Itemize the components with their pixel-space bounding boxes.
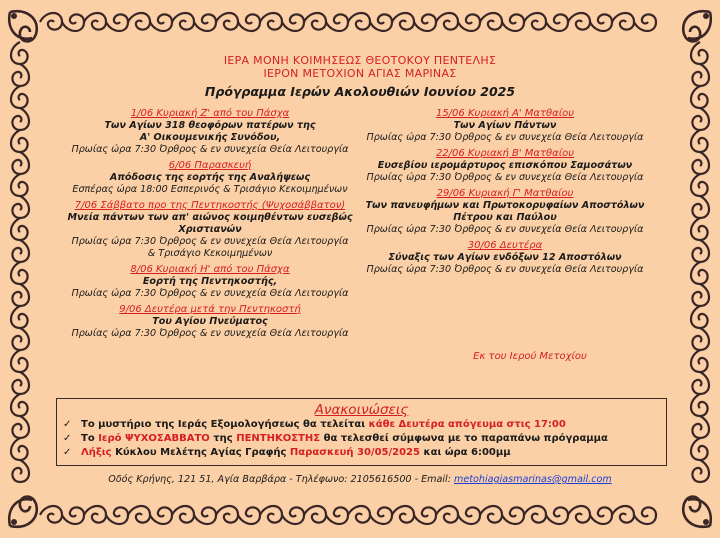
entry-date: 30/06 Δευτέρα [467,240,543,251]
entry-feast: Πέτρου και Παύλου [453,212,557,223]
announcement-text: Το μυστήριο της Ιεράς Εξομολογήσεως θα τελείται [81,419,369,430]
contact-address: Οδός Κρήνης, 121 51, Αγία Βαρβάρα - Τηλέφωνο: 2105616500 - Email: [108,474,454,485]
entry-service: Εσπέρας ώρα 18:00 Εσπερινός & Τρισάγιο Κεκοιμημένων [72,184,348,195]
schedule-entry [45,200,375,260]
announcement-highlight: Παρασκευή 30/05/2025 [289,447,420,458]
schedule-entry [45,304,375,340]
entry-date: 1/06 Κυριακή Ζ' από του Πάσχα [130,108,290,119]
entry-feast: Α' Οικουμενικής Συνόδου, [139,132,281,143]
checkmark-icon: ✓ [63,447,72,458]
entry-feast: Χριστιανών [178,224,242,235]
schedule-entry [355,108,655,144]
entry-feast: Απόδοσις της εορτής της Αναλήψεως [109,172,311,183]
schedule-entry [355,240,655,276]
announcement-text: Το [81,433,99,444]
entry-service: Πρωίας ώρα 7:30 Όρθρος & εν συνεχεία Θεία Λειτουργία [366,224,644,235]
entry-date: 9/06 Δευτέρα μετά την Πεντηκοστή [119,304,301,315]
announcements-box [56,398,667,466]
entry-feast: Εορτή της Πεντηκοστής, [142,276,278,287]
announcement-item [57,446,666,460]
announcement-text: θα τελεσθεί σύμφωνα με το παραπάνω πρόγραμμα [320,433,608,444]
contact-footer [0,474,720,485]
schedule-right-column [355,108,655,280]
entry-feast: Των πανευφήμων και Πρωτοκορυφαίων Αποστόλων [365,200,645,211]
entry-service: Πρωίας ώρα 7:30 Όρθρος & εν συνεχεία Θεία Λειτουργία [366,172,644,183]
entry-feast: Των Αγίων 318 θεοφόρων πατέρων της [104,120,316,131]
entry-service: Πρωίας ώρα 7:30 Όρθρος & εν συνεχεία Θεία Λειτουργία [366,132,644,143]
announcement-text: Κύκλου Μελέτης Αγίας Γραφής [111,447,290,458]
entry-service: Πρωίας ώρα 7:30 Όρθρος & εν συνεχεία Θεία Λειτουργία [71,236,349,247]
entry-feast: Μνεία πάντων των απ' αιώνος κοιμηθέντων ευσεβώς [67,212,353,223]
schedule-entry [355,188,655,236]
schedule-left-column [45,108,375,344]
entry-date: 6/06 Παρασκευή [168,160,252,171]
metochion-name: ΙΕΡΟΝ ΜΕΤΟΧΙΟΝ ΑΓΙΑΣ ΜΑΡΙΝΑΣ [263,67,457,80]
entry-date: 7/06 Σάββατο προ της Πεντηκοστής (Ψυχοσάββατον) [74,200,346,211]
announcement-item [57,432,666,446]
schedule-entry [355,148,655,184]
checkmark-icon: ✓ [63,419,72,430]
entry-service: Πρωίας ώρα 7:30 Όρθρος & εν συνεχεία Θεία Λειτουργία [71,328,349,339]
checkmark-icon: ✓ [63,433,72,444]
email-link[interactable]: metohiagiasmarinas@gmail.com [454,474,612,485]
schedule-entry [45,264,375,300]
announcements-title: Ανακοινώσεις [314,402,409,418]
signoff: Εκ του Ιερού Μετοχίου [473,351,587,362]
announcement-highlight: ΠΕΝΤΗΚΟΣΤΗΣ [236,433,321,444]
entry-service: Πρωίας ώρα 7:30 Όρθρος & εν συνεχεία Θεία Λειτουργία [71,288,349,299]
entry-date: 22/06 Κυριακή Β' Ματθαίου [435,148,575,159]
announcement-highlight: Ιερό ΨΥΧΟΣΑΒΒΑΤΟ [98,433,210,444]
entry-service: & Τρισάγιο Κεκοιμημένων [147,248,273,259]
entry-feast: Ευσεβίου ιερομάρτυρος επισκόπου Σαμοσάτων [377,160,633,171]
entry-service: Πρωίας ώρα 7:30 Όρθρος & εν συνεχεία Θεία Λειτουργία [366,264,644,275]
announcement-item [57,418,666,432]
entry-feast: Του Αγίου Πνεύματος [152,316,268,327]
announcement-text: και ώρα 6:00μμ [419,447,511,458]
schedule-entry [45,160,375,196]
schedule-entry [45,108,375,156]
entry-date: 8/06 Κυριακή Η' από του Πάσχα [130,264,290,275]
entry-date: 15/06 Κυριακή Α' Ματθαίου [435,108,575,119]
announcement-highlight: κάθε Δευτέρα απόγευμα στις 17:00 [368,419,566,430]
entry-feast: Των Αγίων Πάντων [453,120,557,131]
entry-date: 29/06 Κυριακή Γ' Ματθαίου [436,188,574,199]
announcement-text: της [209,433,237,444]
monastery-name: ΙΕΡΑ ΜΟΝΗ ΚΟΙΜΗΣΕΩΣ ΘΕΟΤΟΚΟΥ ΠΕΝΤΕΛΗΣ [223,54,497,67]
schedule-title: Πρόγραμμα Ιερών Ακολουθιών Ιουνίου 2025 [204,84,516,99]
entry-service: Πρωίας ώρα 7:30 Όρθρος & εν συνεχεία Θεία Λειτουργία [71,144,349,155]
announcement-highlight: Λήξις [81,447,112,458]
entry-feast: Σύναξις των Αγίων ενδόξων 12 Αποστόλων [388,252,622,263]
